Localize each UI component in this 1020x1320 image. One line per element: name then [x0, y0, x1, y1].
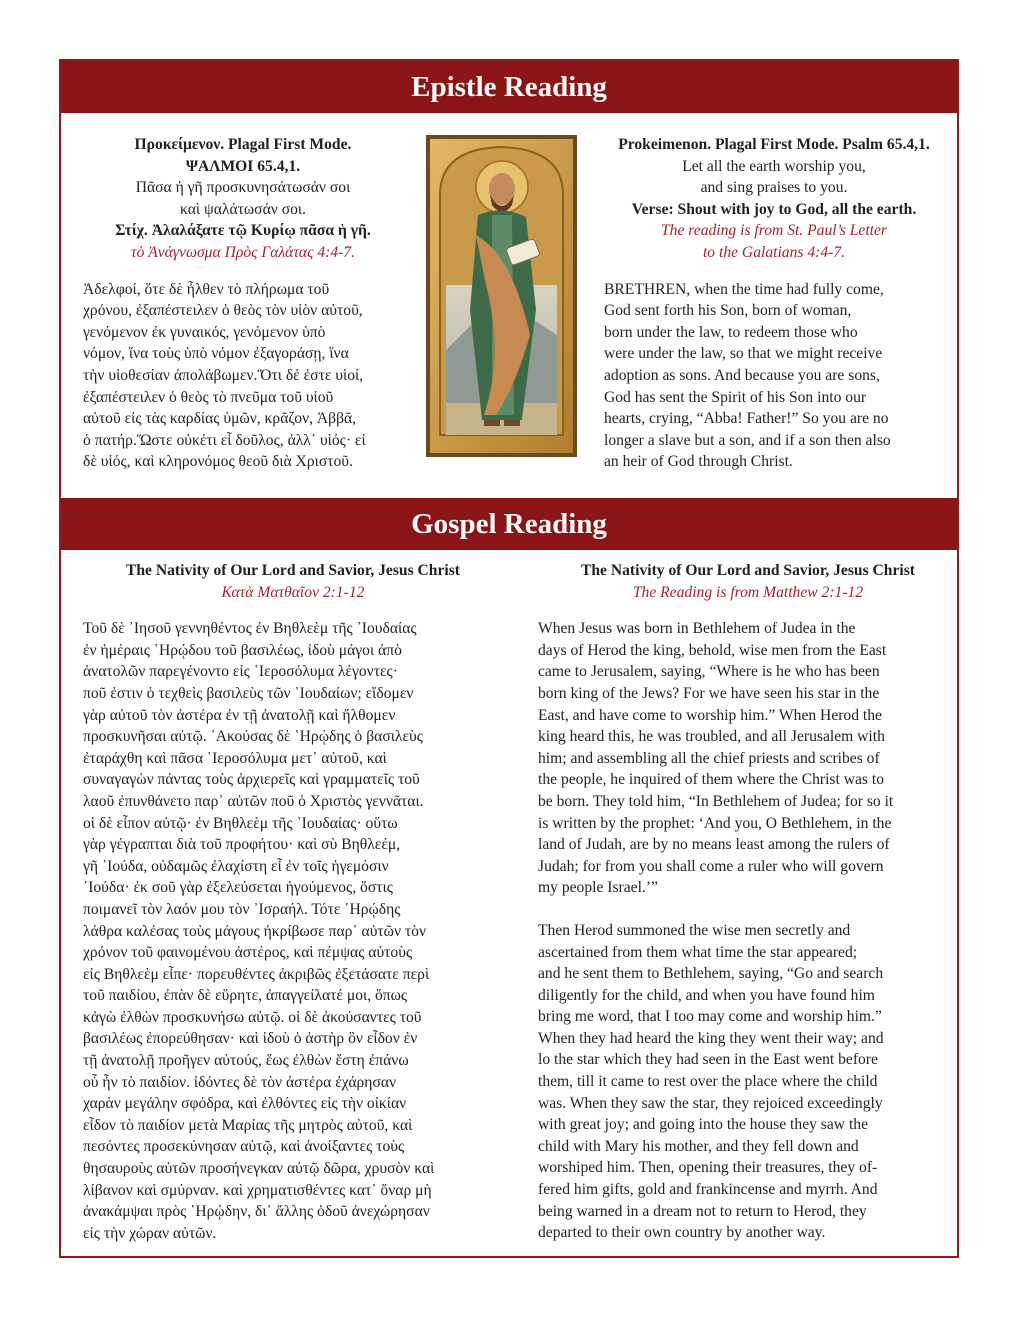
text-line: τοῦ παιδίου, ἐπὰν δὲ εὕρητε, ἀπαγγείλατέ μοι, ὅπως	[83, 987, 408, 1005]
text-line: him; and assembling all the chief priests and scribes of	[538, 749, 880, 767]
text-line: βασιλέως ἐπορεύθησαν· καὶ ἰδοὺ ὁ ἀστὴρ ὃν εἶδον ἐν	[83, 1030, 418, 1048]
text-line: hearts, crying, “Abba! Father!” So you are no	[604, 410, 889, 428]
gospel-greek-text	[83, 618, 503, 1244]
prokeimenon-english: Prokeimenon. Plagal First Mode. Psalm 65.4,1.	[618, 136, 930, 153]
text-line: When Jesus was born in Bethlehem of Judea in the	[538, 620, 856, 638]
psalm-ref-greek: ΨΑΛΜΟΙ 65.4,1.	[185, 157, 301, 175]
text-line: γενόμενον ἐκ γυναικός, γενόμενον ὑπὸ	[83, 323, 326, 341]
gospel-reading-ref-greek: Κατὰ Ματθαῖον 2:1-12	[221, 583, 365, 601]
text-line: God has sent the Spirit of his Son into our	[604, 388, 867, 406]
epistle-greek-column	[83, 134, 403, 473]
text-line: adoption as sons. And because you are sons,	[604, 366, 880, 384]
text-line: οὗ ἦν τὸ παιδίον. ἰδόντες δὲ τὸν ἀστέρα ἐχάρησαν	[83, 1073, 397, 1091]
text-line: and he sent them to Bethlehem, saying, “Go and search	[538, 965, 884, 983]
text-line: γὰρ αὐτοῦ τὸν ἀστέρα ἐν τῇ ἀνατολῇ καὶ ἤλθομεν	[83, 706, 396, 724]
text-line: Τοῦ δὲ ᾿Ιησοῦ γεννηθέντος ἐν Βηθλεὲμ τῆς ᾿Ιουδαίας	[83, 620, 417, 638]
text-line: Ἀδελφοί, ὅτε δὲ ἦλθεν τὸ πλήρωμα τοῦ	[83, 280, 330, 298]
text-line: worshiped him. Then, opening their treasures, they of-	[538, 1159, 878, 1177]
text-line: θησαυροὺς αὐτῶν προσήνεγκαν αὐτῷ δῶρα, χρυσὸν καὶ	[83, 1160, 435, 1178]
saint-paul-icon	[426, 135, 577, 457]
prokeimenon-line-1-greek: Πᾶσα ἡ γῆ προσκυνησάτωσάν σοι	[135, 179, 351, 197]
text-line: συναγαγὼν πάντας τοὺς ἀρχιερεῖς καὶ γραμματεῖς τοῦ	[83, 771, 420, 789]
text-line: the people, he inquired of them where the Christ was to	[538, 771, 885, 789]
text-line: λάθρα καλέσας τοὺς μάγους ἠκρίβωσε παρ᾿ αὐτῶν τὸν	[83, 922, 427, 940]
gospel-english-paragraph-1	[538, 618, 958, 899]
gospel-reading-ref-english: The Reading is from Matthew 2:1-12	[632, 583, 864, 601]
reading-ref-english-line-1: The reading is from St. Paul’s Letter	[661, 222, 887, 240]
text-line: BRETHREN, when the time had fully come,	[604, 280, 884, 298]
text-line: king heard this, he was troubled, and all Jerusalem with	[538, 728, 885, 746]
text-line: ᾿Ιούδα· ἐκ σοῦ γὰρ ἐξελεύσεται ἡγούμενος, ὅστις	[83, 879, 393, 897]
text-line: Then Herod summoned the wise men secretly and	[538, 921, 851, 939]
text-line: born under the law, to redeem those who	[604, 323, 858, 341]
text-line: with great joy; and going into the house they saw the	[538, 1116, 869, 1134]
gospel-banner: Gospel Reading	[61, 498, 957, 550]
text-line: τὴν υἱοθεσίαν ἀπολάβωμεν.Ὅτι δέ ἐστε υἱοί,	[83, 366, 364, 384]
text-line: χαρὰν μεγάλην σφόδρα, καὶ ἐλθόντες εἰς τὴν οἰκίαν	[83, 1095, 407, 1113]
text-line: τῇ ἀνατολῇ προῆγεν αὐτούς, ἕως ἐλθὼν ἔστη ἐπάνω	[83, 1052, 409, 1070]
text-line: being warned in a dream not to return to Herod, they	[538, 1202, 867, 1220]
text-line: ascertained from them what time the star appeared;	[538, 943, 858, 961]
text-line: ποιμανεῖ τὸν λαόν μου τὸν ᾿Ισραήλ. Τότε ῾Ηρῴδης	[83, 900, 401, 918]
text-line: lo the star which they had seen in the East went before	[538, 1051, 878, 1069]
text-line: λαοῦ ἐπυνθάνετο παρ᾿ αὐτῶν ποῦ ὁ Χριστὸς γεννᾶται.	[83, 792, 424, 810]
text-line: days of Herod the king, behold, wise men from the East	[538, 641, 887, 659]
gospel-english-paragraph-2	[538, 920, 958, 1244]
text-line: God sent forth his Son, born of woman,	[604, 302, 852, 320]
epistle-greek-text	[83, 279, 403, 473]
text-line: ὁ πατήρ.Ὥστε οὐκέτι εἶ δοῦλος, ἀλλ᾽ υἱός· εἰ	[83, 431, 366, 449]
text-line: is written by the prophet: ‘And you, O Bethlehem, in the	[538, 814, 892, 832]
text-line: εἰς Βηθλεὲμ εἶπε· πορευθέντες ἀκριβῶς ἐξετάσατε περὶ	[83, 965, 430, 983]
gospel-english-header	[538, 560, 958, 603]
prokeimenon-line-2-english: and sing praises to you.	[700, 179, 848, 197]
text-line: γῆ ᾿Ιούδα, οὐδαμῶς ἐλαχίστη εἶ ἐν τοῖς ἡγεμόσιν	[83, 857, 389, 875]
text-line: an heir of God through Christ.	[604, 453, 793, 471]
text-line: εἶδον τὸ παιδίον μετὰ Μαρίας τῆς μητρὸς αὐτοῦ, καὶ	[83, 1116, 413, 1134]
text-line: πεσόντες προσεκύνησαν αὐτῷ, καὶ ἀνοίξαντες τοὺς	[83, 1138, 405, 1156]
text-line: ποῦ ἐστιν ὁ τεχθεὶς βασιλεὺς τῶν ᾿Ιουδαίων; εἴδομεν	[83, 684, 414, 702]
text-line: προσκυνῆσαι αὐτῷ. ᾿Ακούσας δὲ ῾Ηρῴδης ὁ βασιλεὺς	[83, 728, 423, 746]
gospel-heading-greek: The Nativity of Our Lord and Savior, Jesus Christ	[125, 562, 460, 579]
text-line: came to Jerusalem, saying, “Where is he who has been	[538, 663, 880, 681]
text-line: οἱ δὲ εἶπον αὐτῷ· ἐν Βηθλεὲμ τῆς ᾿Ιουδαίας· οὕτω	[83, 814, 398, 832]
page-frame	[59, 59, 959, 1258]
text-line: were under the law, so that we might receive	[604, 345, 883, 363]
text-line: bring me word, that I too may come and worship him.”	[538, 1008, 882, 1026]
prokeimenon-line-1-english: Let all the earth worship you,	[682, 157, 866, 175]
text-line: diligently for the child, and when you have found him	[538, 986, 875, 1004]
epistle-banner: Epistle Reading	[61, 61, 957, 113]
prokeimenon-line-2-greek: καὶ ψαλάτωσάν σοι.	[180, 200, 306, 218]
text-line: Judah; for from you shall come a ruler who will govern	[538, 857, 884, 875]
text-line: χρόνου, ἐξαπέστειλεν ὁ θεὸς τὸν υἱὸν αὐτοῦ,	[83, 302, 363, 320]
text-line: born king of the Jews? For we have seen his star in the	[538, 684, 880, 702]
text-line: was. When they saw the star, they rejoiced exceedingly	[538, 1094, 883, 1112]
epistle-english-header	[604, 134, 944, 264]
text-line: κἀγὼ ἐλθὼν προσκυνήσω αὐτῷ. οἱ δὲ ἀκούσαντες τοῦ	[83, 1008, 422, 1026]
epistle-greek-header	[83, 134, 403, 264]
reading-ref-greek: τὸ Ἀνάγνωσμα Πρὸς Γαλάτας 4:4-7.	[130, 243, 355, 261]
epistle-english-text	[604, 279, 944, 473]
text-line: ἐταράχθη καὶ πᾶσα ῾Ιεροσόλυμα μετ᾿ αὐτοῦ, καὶ	[83, 749, 387, 767]
reading-ref-english-line-2: to the Galatians 4:4-7.	[702, 243, 846, 261]
text-line: γὰρ γέγραπται διὰ τοῦ προφήτου· καὶ σὺ Βηθλεέμ,	[83, 836, 401, 854]
text-line: ἐξαπέστειλεν ὁ θεὸς τὸ πνεῦμα τοῦ υἱοῦ	[83, 388, 334, 406]
text-line: ἐν ἡμέραις ῾Ηρῴδου τοῦ βασιλέως, ἰδοὺ μάγοι ἀπὸ	[83, 641, 402, 659]
text-line: εἰς τὴν χώραν αὐτῶν.	[83, 1224, 217, 1242]
text-line: them, till it came to rest over the place where the child	[538, 1073, 878, 1091]
text-line: ἀνακάμψαι πρὸς ῾Ηρῴδην, δι᾿ ἄλλης ὁδοῦ ἀνεχώρησαν	[83, 1203, 430, 1221]
gospel-greek-column	[83, 560, 503, 1244]
text-line: child with Mary his mother, and they fell down and	[538, 1137, 859, 1155]
epistle-english-column	[604, 134, 944, 473]
text-line: λίβανον καὶ σμύρναν. καὶ χρηματισθέντες κατ᾿ ὄναρ μὴ	[83, 1181, 432, 1199]
text-line: be born. They told him, “In Bethlehem of Judea; for so it	[538, 792, 894, 810]
text-line: αὐτοῦ εἰς τὰς καρδίας ὑμῶν, κρᾶζον, Ἀββᾶ,	[83, 410, 357, 428]
verse-greek: Στίχ. Ἀλαλάξατε τῷ Κυρίῳ πᾶσα ἡ γῆ.	[115, 222, 371, 240]
prokeimenon-greek: Προκείμενον. Plagal First Mode.	[134, 136, 352, 153]
text-line: land of Judah, are by no means least among the rulers of	[538, 836, 890, 854]
text-line: When they had heard the king they went their way; and	[538, 1029, 884, 1047]
verse-english: Verse: Shout with joy to God, all the earth.	[631, 200, 917, 218]
text-line: longer a slave but a son, and if a son then also	[604, 431, 891, 449]
text-line: departed to their own country by another way.	[538, 1224, 826, 1242]
text-line: νόμον, ἵνα τοὺς ὑπὸ νόμον ἐξαγοράσῃ, ἵνα	[83, 345, 349, 363]
gospel-heading-english: The Nativity of Our Lord and Savior, Jesus Christ	[580, 562, 915, 579]
text-line: δὲ υἱός, καὶ κληρονόμος θεοῦ διὰ Χριστοῦ.	[83, 453, 353, 471]
gospel-greek-header	[83, 560, 503, 603]
text-line: χρόνον τοῦ φαινομένου ἀστέρος, καὶ πέμψας αὐτοὺς	[83, 944, 413, 962]
text-line: East, and have come to worship him.” When Herod the	[538, 706, 882, 724]
text-line: ἀνατολῶν παρεγένοντο εἰς ῾Ιεροσόλυμα λέγοντες·	[83, 663, 398, 681]
text-line: fered him gifts, gold and frankincense and myrrh. And	[538, 1181, 878, 1199]
text-line: my people Israel.’”	[538, 879, 658, 897]
gospel-english-column	[538, 560, 958, 1244]
